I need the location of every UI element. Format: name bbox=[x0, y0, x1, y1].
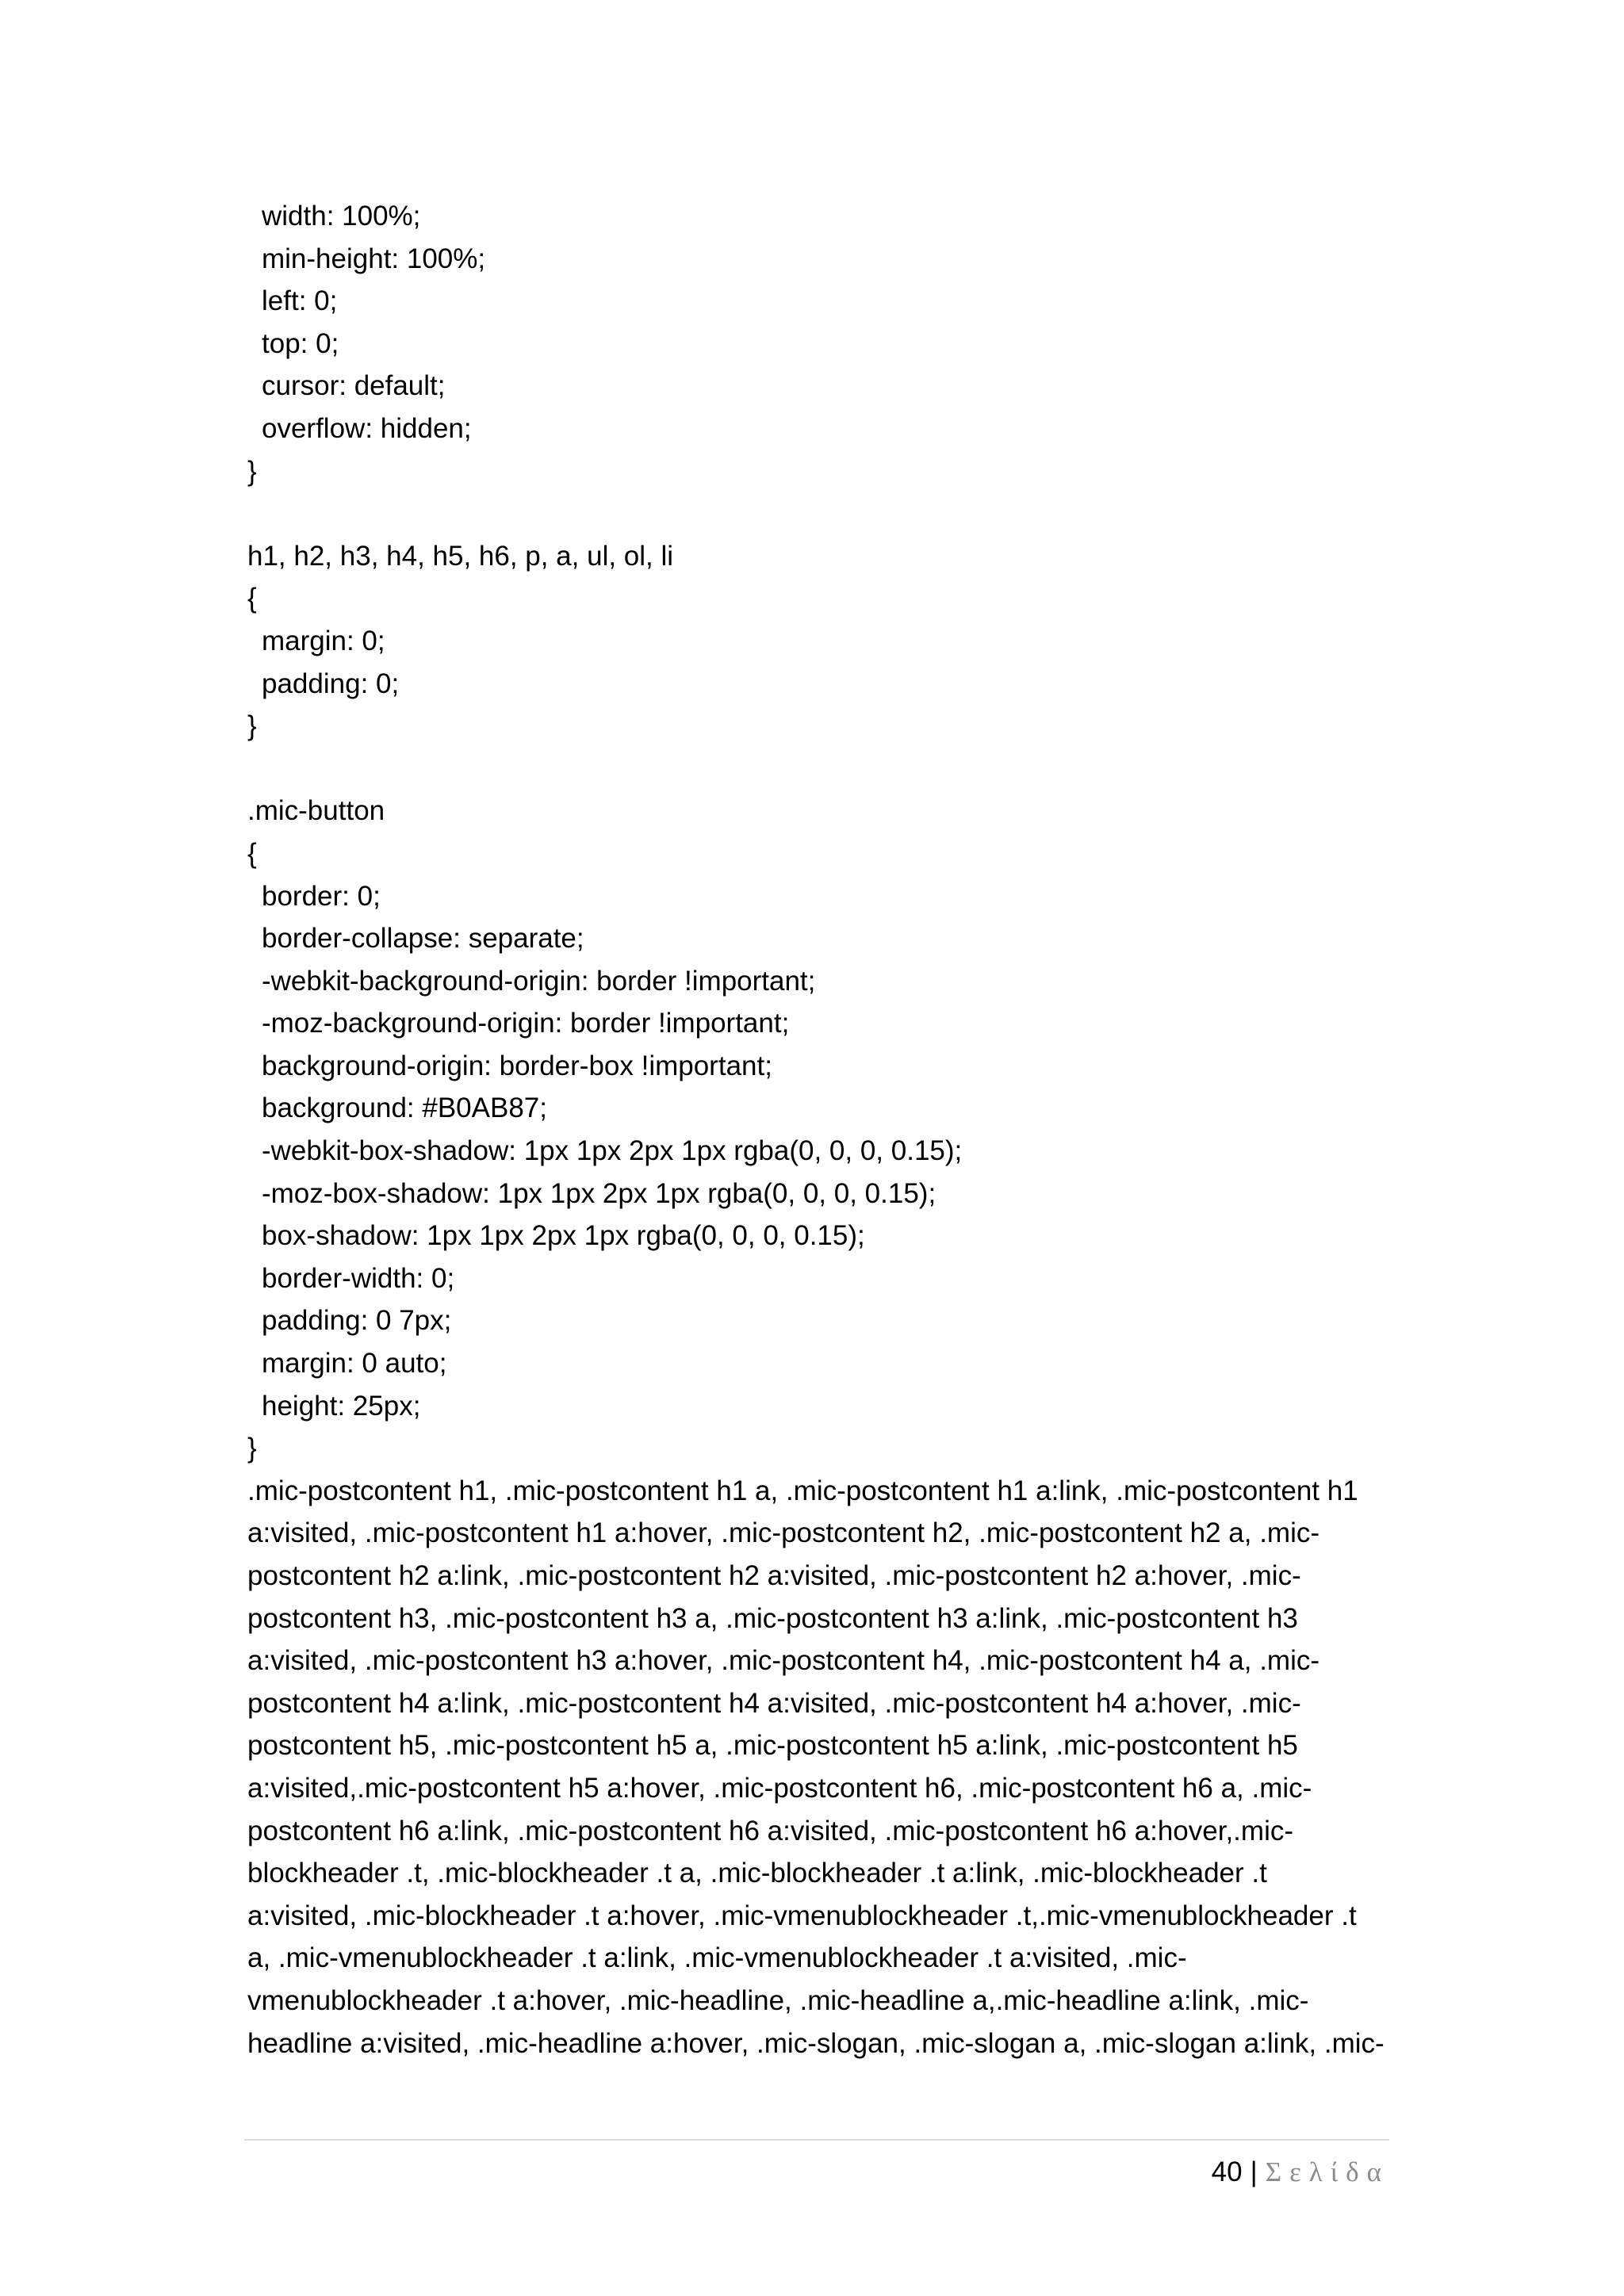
text-line: postcontent h3, .mic-postcontent h3 a, .mic-postcontent h3 a:link, .mic-postcontent h3 bbox=[247, 1602, 1298, 1634]
text-line: min-height: 100%; bbox=[262, 243, 486, 274]
text-line: left: 0; bbox=[262, 285, 338, 317]
text-line: -moz-background-origin: border !important; bbox=[262, 1008, 790, 1039]
text-line: width: 100%; bbox=[262, 201, 421, 232]
text-line: postcontent h5, .mic-postcontent h5 a, .mic-postcontent h5 a:link, .mic-postcontent h5 bbox=[247, 1730, 1298, 1762]
text-line: margin: 0 auto; bbox=[262, 1348, 447, 1380]
text-line: a:visited,.mic-postcontent h5 a:hover, .mic-postcontent h6, .mic-postcontent h6 a, .mic- bbox=[247, 1772, 1312, 1804]
blank-line bbox=[247, 492, 1389, 535]
text-line: postcontent h6 a:link, .mic-postcontent h6 a:visited, .mic-postcontent h6 a:hover,.mic- bbox=[247, 1815, 1293, 1846]
text-line: padding: 0 7px; bbox=[262, 1305, 452, 1337]
text-line: border: 0; bbox=[262, 880, 381, 912]
text-line: h1, h2, h3, h4, h5, h6, p, a, ul, ol, li bbox=[247, 540, 674, 572]
text-line: margin: 0; bbox=[262, 625, 385, 656]
text-line: -webkit-background-origin: border !important; bbox=[262, 965, 816, 997]
text-line: border-width: 0; bbox=[262, 1262, 455, 1294]
text-line: postcontent h2 a:link, .mic-postcontent h2 a:visited, .mic-postcontent h2 a:hover, .mic- bbox=[247, 1560, 1301, 1591]
page-number: 40 bbox=[1211, 2156, 1243, 2187]
text-line: background-origin: border-box !important; bbox=[262, 1050, 772, 1081]
text-line: } bbox=[247, 710, 257, 742]
text-line: padding: 0; bbox=[262, 668, 400, 699]
text-line: -moz-box-shadow: 1px 1px 2px 1px rgba(0, 0, 0, 0.15); bbox=[262, 1177, 936, 1209]
text-line: .mic-postcontent h1, .mic-postcontent h1 a, .mic-postcontent h1 a:link, .mic-postcontent h1 bbox=[247, 1475, 1358, 1506]
text-line: box-shadow: 1px 1px 2px 1px rgba(0, 0, 0, 0.15); bbox=[262, 1220, 865, 1252]
text-line: -webkit-box-shadow: 1px 1px 2px 1px rgba(0, 0, 0, 0.15); bbox=[262, 1135, 963, 1167]
text-line: blockheader .t, .mic-blockheader .t a, .mic-blockheader .t a:link, .mic-blockheader .t bbox=[247, 1858, 1267, 1889]
text-line: top: 0; bbox=[262, 327, 339, 359]
text-line: { bbox=[247, 583, 257, 614]
text-line: vmenublockheader .t a:hover, .mic-headline, .mic-headline a,.mic-headline a:link, .mic- bbox=[247, 1984, 1309, 2016]
footer-divider bbox=[244, 2139, 1389, 2141]
blank-line bbox=[247, 748, 1389, 790]
text-line: postcontent h4 a:link, .mic-postcontent h4 a:visited, .mic-postcontent h4 a:hover, .mic- bbox=[247, 1687, 1301, 1719]
text-line: border-collapse: separate; bbox=[262, 923, 584, 955]
text-line: cursor: default; bbox=[262, 370, 446, 402]
text-line: a:visited, .mic-postcontent h1 a:hover, .mic-postcontent h2, .mic-postcontent h2 a, .mic- bbox=[247, 1517, 1320, 1549]
document-body bbox=[247, 195, 1389, 2064]
text-line: .mic-button bbox=[247, 795, 385, 827]
footer-separator: | bbox=[1250, 2156, 1258, 2187]
page-footer bbox=[1212, 2153, 1389, 2191]
text-line: headline a:visited, .mic-headline a:hover, .mic-slogan, .mic-slogan a, .mic-slogan a:link, .mic- bbox=[247, 2027, 1385, 2059]
text-line: a:visited, .mic-blockheader .t a:hover, .mic-vmenublockheader .t,.mic-vmenublockheader .t bbox=[247, 1900, 1357, 1931]
text-line: height: 25px; bbox=[262, 1390, 421, 1422]
text-line: } bbox=[247, 1433, 257, 1464]
text-line: a, .mic-vmenublockheader .t a:link, .mic-vmenublockheader .t a:visited, .mic- bbox=[247, 1942, 1187, 1974]
text-line: overflow: hidden; bbox=[262, 412, 472, 444]
text-line: } bbox=[247, 455, 257, 487]
text-line: background: #B0AB87; bbox=[262, 1093, 547, 1124]
text-line: a:visited, .mic-postcontent h3 a:hover, .mic-postcontent h4, .mic-postcontent h4 a, .mic- bbox=[247, 1645, 1320, 1677]
text-line: { bbox=[247, 837, 257, 869]
page-label: Σελίδα bbox=[1265, 2156, 1389, 2187]
